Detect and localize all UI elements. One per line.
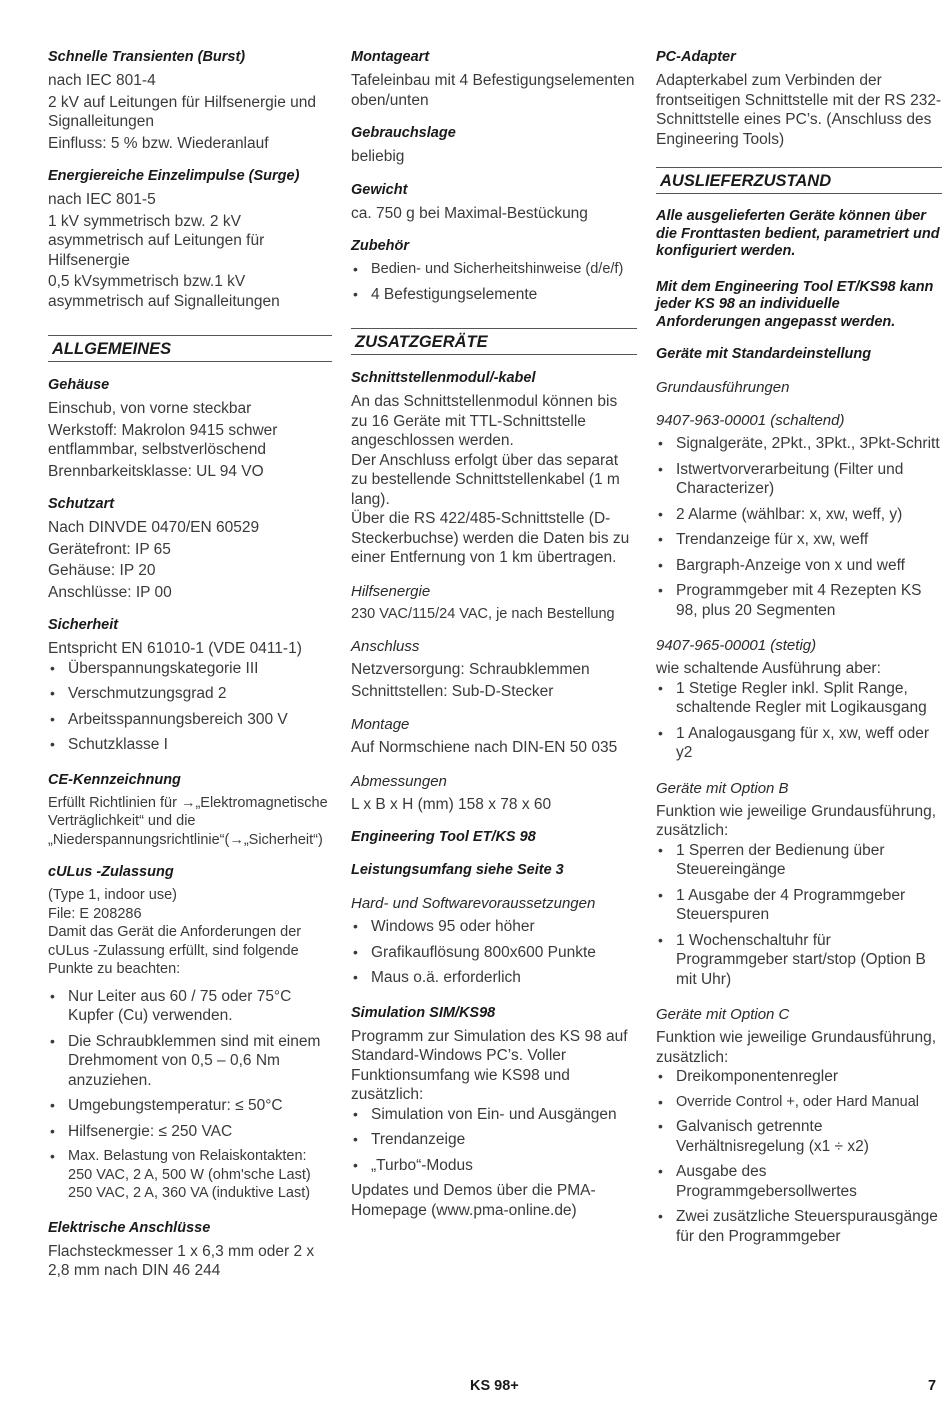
elektrisch-text: Flachsteckmesser 1 x 6,3 mm oder 2 x 2,8 mm nach DIN 46 244 [48,1242,315,1279]
list-item: • Windows 95 oder höher [353,918,535,935]
bullet-icon: • [658,724,663,741]
bold-paragraph: Alle ausgelieferten Geräte können über die Fronttasten bedient, parametriert und konfiguriert werden. [656,208,940,259]
list-item: • Bedien- und Sicherheitshinweise (d/e/f) [353,261,624,277]
simulation-heading: Simulation SIM/KS98 [351,1004,496,1021]
list-item: • 4 Befestigungselemente [353,285,538,303]
bullet-icon: • [50,1097,55,1113]
bullet-icon: • [353,285,358,302]
hilfs-heading: Hilfsenergie [351,582,431,600]
simulation-text: Programm zur Simulation des KS 98 auf Standard-Windows PC’s. Voller Funktionsumfang wie KS98 und zusätzlich: [351,1027,628,1103]
zubehoer-heading: Zubehör [351,238,409,254]
list-item: • Trendanzeige für x, xw, weff [658,531,869,548]
sicherheit-intro: Entspricht EN 61010-1 (VDE 0411-1) [48,640,302,657]
abmessungen-text: L x B x H (mm) 158 x 78 x 60 [351,795,552,813]
bullet-icon: • [658,556,663,573]
schutzart-line: Gehäuse: IP 20 [48,562,156,579]
bullet-icon: • [658,460,663,477]
section-auslieferzustand: AUSLIEFERZUSTAND [656,167,942,194]
bullet-icon: • [353,918,358,934]
variant2-intro: wie schaltende Ausführung aber: [656,660,881,677]
bullet-icon: • [658,841,663,858]
list-item: • Die Schraubklemmen sind mit einem Drehmoment von 0,5 – 0,6 Nm anzuziehen. [50,1032,321,1089]
list-item: • Grafikauflösung 800x600 Punkte [353,943,596,961]
list-item: • Dreikomponentenregler [658,1068,838,1085]
culus-line: Damit das Gerät die Anforderungen der cULus -Zulassung erfüllt, sind folgende Punkte zu beachten: [48,924,302,977]
footer-title: KS 98+ [470,1378,519,1394]
bullet-icon: • [50,1032,55,1049]
montage-heading: Montage [351,716,410,733]
leistungsumfang-heading: Leistungsumfang siehe Seite 3 [351,862,564,878]
bullet-icon: • [658,931,663,948]
gehaeuse-line: Brennbarkeitsklasse: UL 94 VO [48,462,264,480]
surge-line: 0,5 kVsymmetrisch bzw.1 kV asymmetrisch auf Signalleitungen [48,273,280,310]
schnitt-line: Der Anschluss erfolgt über das separat zu bestellende Schnittstellenkabel (1 m lang). [351,451,620,508]
grundausfuehrungen-heading: Grundausführungen [656,379,790,396]
list-item: • Maus o.ä. erforderlich [353,969,521,986]
burst-heading: Schnelle Transienten (Burst) [48,49,246,65]
bullet-icon: • [50,659,55,676]
schnitt-line: An das Schnittstellenmodul können bis zu 16 Geräte mit TTL-Schnittstelle angeschlossen werden. [351,393,618,449]
ce-heading: CE-Kennzeichnung [48,771,181,788]
list-item: • 1 Analogausgang für x, xw, weff oder y2 [658,724,930,761]
list-item: • Hilfsenergie: ≤ 250 VAC [50,1122,233,1140]
list-item: • Umgebungstemperatur: ≤ 50°C [50,1097,283,1114]
sicherheit-heading: Sicherheit [48,617,119,633]
bullet-icon: • [353,1131,358,1147]
bullet-icon: • [658,679,663,696]
section-allgemeines: ALLGEMEINES [48,335,332,362]
bullet-icon: • [658,886,663,903]
bullet-icon: • [658,505,663,522]
list-item: • 2 Alarme (wählbar: x, xw, weff, y) [658,505,903,523]
list-item: • Bargraph-Anzeige von x und weff [658,556,905,574]
gewicht-text: ca. 750 g bei Maximal-Bestückung [351,204,588,222]
gebrauch-heading: Gebrauchslage [351,125,456,141]
page-number: 7 [928,1378,937,1394]
bullet-icon: • [658,1093,663,1110]
anschluss-line: Schnittstellen: Sub-D-Stecker [351,682,554,700]
ce-text: Erfüllt Richtlinien für →„Elektromagnetische Verträglichkeit“ und die „Niederspannungsrichtlinie“(→„Sicherheit“) [48,794,328,848]
bullet-icon: • [50,736,55,752]
bold-paragraph: Mit dem Engineering Tool ET/KS98 kann jeder KS 98 an individuelle Anforderungen angepasst werden. [656,278,934,330]
bullet-icon: • [353,261,358,277]
list-item: • 1 Stetige Regler inkl. Split Range, schaltende Regler mit Logikausgang [658,679,927,716]
variant1-list [656,434,942,620]
montageart-text: Tafeleinbau mit 4 Befestigungselementen oben/unten [351,72,635,109]
bullet-icon: • [50,710,55,727]
hw-list [351,917,637,988]
bullet-icon: • [658,1068,663,1084]
bullet-icon: • [658,1163,663,1179]
culus-line: File: E 208286 [48,905,142,922]
list-item: • Istwertvorverarbeitung (Filter und Characterizer) [658,460,904,497]
elektrisch-heading: Elektrische Anschlüsse [48,1219,211,1236]
culus-heading: cULus -Zulassung [48,864,174,880]
schnitt-heading: Schnittstellenmodul/-kabel [351,370,536,386]
anschluss-line: Netzversorgung: Schraubklemmen [351,661,590,678]
hilfs-text: 230 VAC/115/24 VAC, je nach Bestellung [351,605,615,622]
schutzart-line: Gerätefront: IP 65 [48,540,171,558]
bullet-icon: • [353,943,358,960]
gehaeuse-line: Werkstoff: Makrolon 9415 schwer entflammbar, selbstverlöschend [48,421,278,458]
burst-line: Einfluss: 5 % bzw. Wiederanlauf [48,134,269,152]
variant2-list [656,679,942,763]
list-item: • Max. Belastung von Relaiskontakten: 250 VAC, 2 A, 500 W (ohm'sche Last) 250 VAC, 2 A, 360 VA (induktive Last) [50,1148,311,1201]
option-b-intro: Funktion wie jeweilige Grundausführung, zusätzlich: [656,802,937,839]
option-c-heading: Geräte mit Option C [656,1006,790,1023]
surge-line: 1 kV symmetrisch bzw. 2 kV asymmetrisch auf Leitungen für Hilfsenergie [48,212,265,269]
list-item: • 1 Ausgabe der 4 Programmgeber Steuerspuren [658,886,906,923]
list-item: • Simulation von Ein- und Ausgängen [353,1105,617,1123]
list-item: • Galvanisch getrennte Verhältnisregelung (x1 ÷ x2) [658,1118,869,1155]
list-item: • Zwei zusätzliche Steuerspurausgänge für den Programmgeber [658,1208,938,1245]
montage-text: Auf Normschiene nach DIN-EN 50 035 [351,739,618,756]
pc-adapter-text: Adapterkabel zum Verbinden der frontseitigen Schnittstelle mit der RS 232-Schnittstelle eines PC’s. (Anschluss des Engineering Tools) [656,72,942,148]
list-item: • Override Control +, oder Hard Manual [658,1093,919,1110]
sicherheit-list [48,659,332,755]
pc-adapter-heading: PC-Adapter [656,49,736,65]
schutzart-heading: Schutzart [48,496,115,512]
bullet-icon: • [658,582,663,598]
abmessungen-heading: Abmessungen [351,772,447,790]
engineering-tool-heading: Engineering Tool ET/KS 98 [351,829,536,845]
column-1 [48,48,332,1281]
option-c-intro: Funktion wie jeweilige Grundausführung, zusätzlich: [656,1029,937,1066]
anschluss-heading: Anschluss [351,638,420,655]
list-item: • Schutzklasse I [50,736,168,753]
bullet-icon: • [50,1148,55,1164]
list-item: • Nur Leiter aus 60 / 75 oder 75°C Kupfer (Cu) verwenden. [50,987,292,1024]
list-item: • Signalgeräte, 2Pkt., 3Pkt., 3Pkt-Schritt [658,435,940,452]
bullet-icon: • [658,1118,663,1134]
culus-line: (Type 1, indoor use) [48,887,177,903]
list-item: • 1 Wochenschaltuhr für Programmgeber start/stop (Option B mit Uhr) [658,931,926,988]
gehaeuse-heading: Gehäuse [48,377,110,393]
bullet-icon: • [658,1208,663,1224]
surge-line: nach IEC 801-5 [48,191,156,208]
variant1-heading: 9407-963-00001 (schaltend) [656,412,845,429]
standard-heading: Geräte mit Standardeinstellung [656,346,872,362]
list-item: • Verschmutzungsgrad 2 [50,685,227,702]
schnitt-line: Über die RS 422/485-Schnittstelle (D-Steckerbuchse) werden die Daten bis zu einer Entfernung von 1 km übertragen. [351,510,630,566]
option-b-list [656,841,942,990]
option-c-list [656,1067,942,1246]
simulation-list [351,1105,637,1176]
column-3 [656,48,942,1252]
option-b-heading: Geräte mit Option B [656,779,789,797]
bullet-icon: • [353,1105,358,1122]
schutzart-line: Nach DINVDE 0470/EN 60529 [48,519,260,536]
gebrauch-text: beliebig [351,148,405,165]
burst-line: 2 kV auf Leitungen für Hilfsenergie und Signalleitungen [48,93,316,130]
variant2-heading: 9407-965-00001 (stetig) [656,637,817,654]
gehaeuse-line: Einschub, von vorne steckbar [48,400,252,417]
burst-line: nach IEC 801-4 [48,72,156,89]
bullet-icon: • [353,1156,358,1173]
schutzart-line: Anschlüsse: IP 00 [48,583,172,601]
section-zusatzgeraete: ZUSATZGERÄTE [351,328,637,355]
list-item: • Ausgabe des Programmgebersollwertes [658,1163,857,1200]
bullet-icon: • [658,531,663,547]
bullet-icon: • [50,987,55,1004]
list-item: • Trendanzeige [353,1131,466,1148]
updates-text: Updates und Demos über die PMA-Homepage (www.pma-online.de) [351,1182,596,1219]
bullet-icon: • [50,1122,55,1139]
bullet-icon: • [50,685,55,701]
list-item: • 1 Sperren der Bedienung über Steuereingänge [658,841,885,878]
gewicht-heading: Gewicht [351,181,408,198]
list-item: • „Turbo“-Modus [353,1156,473,1174]
bullet-icon: • [353,969,358,985]
culus-list [48,987,332,1203]
bullet-icon: • [658,435,663,451]
hw-heading: Hard- und Softwarevoraussetzungen [351,895,596,912]
list-item: • Überspannungskategorie III [50,659,259,677]
montageart-heading: Montageart [351,49,430,65]
list-item: • Arbeitsspannungsbereich 300 V [50,710,288,728]
column-2 [351,48,637,1220]
list-item: • Programmgeber mit 4 Rezepten KS 98, plus 20 Segmenten [658,582,922,619]
zubehoer-list [351,260,637,304]
surge-heading: Energiereiche Einzelimpulse (Surge) [48,168,300,184]
